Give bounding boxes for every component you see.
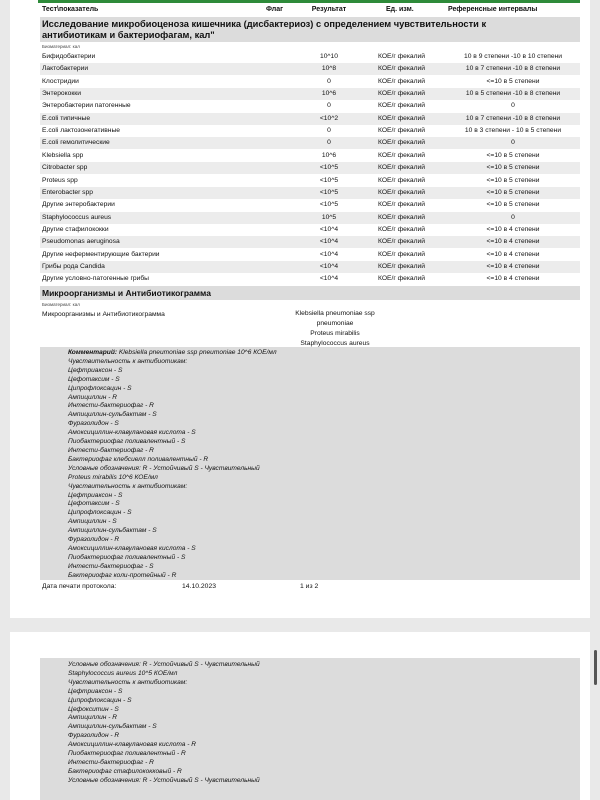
- comment-line: Условные обозначения: R - Устойчивый S - Чувствительный: [68, 661, 260, 668]
- row-name: Staphylococcus aureus: [42, 213, 112, 221]
- row-name: Другие условно-патогенные грибы: [42, 275, 149, 283]
- comment-line: Ампициллин-сульбактам - S: [68, 411, 157, 419]
- comment-line: Бактериофаг клебсиелл поливалентный - R: [68, 455, 209, 463]
- comment-line: Ампициллин - R: [68, 393, 118, 401]
- row-result: <10^5: [319, 201, 339, 209]
- table-row: [40, 113, 580, 125]
- row-unit: КОЕ/г фекалий: [378, 53, 426, 60]
- comment-text-continued: [68, 661, 260, 786]
- row-unit: КОЕ/г фекалий: [378, 65, 426, 73]
- comment-line: Амоксициллин-клавулановая кислота - R: [68, 741, 197, 749]
- section2-title: Микроорганизмы и Антибиотикограмма: [42, 288, 211, 298]
- microorganisms-label: Микроорганизмы и Антибиотикограмма: [42, 311, 165, 318]
- row-unit: КОЕ/г фекалий: [378, 262, 426, 270]
- row-ref: <=10 в 5 степени: [486, 201, 540, 209]
- row-ref: <=10 в 5 степени: [486, 176, 540, 184]
- table-row: [40, 261, 580, 273]
- table-row: [40, 273, 580, 285]
- row-name: Грибы рода Candida: [42, 262, 105, 270]
- comment-line: Цефтриаксон - S: [68, 366, 123, 374]
- row-result: 0: [327, 77, 331, 85]
- row-unit: КОЕ/г фекалий: [378, 90, 426, 98]
- comment-line: Ципрофлоксацин - S: [68, 509, 132, 517]
- comment-line: Пиобактериофаг поливалентный - S: [68, 553, 186, 561]
- comment-label: Комментарий:: [68, 349, 118, 356]
- row-ref: 10 в 3 степени - 10 в 5 степени: [464, 127, 562, 135]
- comment-line: Чувствительность к антибиотикам:: [68, 678, 188, 686]
- row-name: Энтеробактерии патогенные: [42, 102, 131, 110]
- row-result: 0: [327, 127, 331, 135]
- comment-line: Ампициллин-сульбактам - S: [68, 527, 157, 535]
- section-title-line2: антибиотикам и бактериофагам, кал": [42, 30, 215, 40]
- table-row: [40, 249, 580, 261]
- header-result: Результат: [311, 6, 347, 13]
- table-row: [40, 236, 580, 248]
- row-name: Клостридии: [42, 77, 79, 85]
- row-unit: КОЕ/г фекалий: [378, 238, 426, 246]
- row-result: <10^5: [319, 188, 339, 196]
- table-row: [40, 125, 580, 137]
- row-result: <10^5: [319, 176, 339, 184]
- comment-line: Бактериофаг коли-протейный - R: [68, 571, 177, 579]
- row-result: <10^4: [319, 238, 339, 246]
- comment-first-line: [68, 349, 277, 358]
- row-ref: 0: [511, 213, 515, 221]
- table-row: [40, 88, 580, 100]
- row-unit: КОЕ/г фекалий: [378, 188, 426, 196]
- comment-line: Цефтриаксон - S: [68, 687, 123, 695]
- row-name: Лактобактерии: [42, 65, 89, 73]
- row-result: 10^6: [321, 90, 337, 98]
- comment-line: Амоксициллин-клавулановая кислота - S: [68, 544, 196, 552]
- table-row: [40, 76, 580, 88]
- comment-line: Ампициллин - R: [68, 714, 118, 722]
- header-flag: Флаг: [266, 6, 284, 13]
- comment-line: Staphylococcus aureus 10^5 КОЕ/мл: [68, 669, 178, 677]
- comment-line: Цефотаксим - S: [68, 500, 120, 508]
- row-unit: КОЕ/г фекалий: [378, 127, 426, 135]
- row-unit: КОЕ/г фекалий: [378, 77, 426, 85]
- comment-line: Чувствительность к антибиотикам:: [68, 482, 188, 490]
- row-unit: КОЕ/г фекалий: [378, 225, 426, 233]
- row-unit: КОЕ/г фекалий: [378, 213, 426, 221]
- row-ref: <=10 в 4 степени: [486, 225, 540, 233]
- comment-line: Цефотаксим - S: [68, 375, 120, 383]
- comment-line: Интести-бактериофаг - R: [68, 446, 154, 454]
- row-result: 0: [327, 139, 331, 147]
- row-ref: <=10 в 4 степени: [486, 250, 540, 258]
- row-unit: КОЕ/г фекалий: [378, 176, 426, 184]
- comment-line: Ципрофлоксацин - S: [68, 384, 132, 392]
- row-result: <10^4: [319, 250, 339, 258]
- report-page-1: [10, 0, 590, 618]
- comment-line: Proteus mirabilis 10^6 КОЕ/мл: [68, 473, 158, 481]
- row-result: 10^6: [321, 151, 337, 159]
- comment-line: Интести-бактериофаг - R: [68, 758, 154, 766]
- row-name: Другие неферментирующие бактерии: [42, 250, 160, 258]
- comment-line: Цефокситин - S: [68, 705, 119, 713]
- comment-line: Пиобактериофаг поливалентный - S: [68, 438, 186, 446]
- row-ref: 10 в 7 степени -10 в 8 степени: [465, 65, 561, 73]
- comment-line: Амоксициллин-клавулановая кислота - S: [68, 429, 196, 437]
- scrollbar-thumb[interactable]: [594, 650, 597, 685]
- comment-line: Фуразолидон - R: [68, 732, 120, 740]
- row-result: <10^4: [319, 225, 339, 233]
- row-unit: КОЕ/г фекалий: [378, 275, 426, 283]
- comment-line: Ампициллин - S: [68, 518, 117, 526]
- row-ref: <=10 в 4 степени: [486, 262, 540, 270]
- comment-line: Условные обозначения: R - Устойчивый S - Чувствительный: [68, 464, 260, 472]
- row-ref: 0: [511, 139, 515, 147]
- comment-line: Ципрофлоксацин - S: [68, 696, 132, 704]
- row-name: Бифидобактерии: [42, 53, 96, 60]
- row-result: 10^10: [319, 53, 338, 60]
- row-ref: <=10 в 4 степени: [486, 275, 540, 283]
- row-name: Энтерококки: [42, 90, 81, 98]
- organism-item: Proteus mirabilis: [310, 330, 360, 337]
- row-ref: 0: [511, 102, 515, 110]
- header-unit: Ед. изм.: [386, 6, 414, 13]
- header-accent-line: [38, 0, 580, 3]
- organism-item: pneumoniae: [316, 320, 354, 327]
- row-result: <10^4: [319, 275, 339, 283]
- comment-line: Бактериофаг стафилококковый - R: [68, 767, 182, 775]
- table-row: [40, 51, 580, 63]
- biomaterial-label: Биоматериал: кал: [42, 44, 80, 49]
- row-result: 10^5: [321, 213, 337, 221]
- comment-line: Фуразолидон - R: [68, 536, 120, 544]
- comment-line: Условные обозначения: R - Устойчивый S - Чувствительный: [68, 776, 260, 784]
- row-result: 0: [327, 102, 331, 110]
- table-row: [40, 199, 580, 211]
- row-name: Proteus spp: [42, 176, 78, 184]
- row-unit: КОЕ/г фекалий: [378, 102, 426, 110]
- row-name: Pseudomonas aeruginosa: [42, 238, 120, 246]
- row-unit: КОЕ/г фекалий: [378, 250, 426, 258]
- row-ref: 10 в 5 степени -10 в 8 степени: [465, 90, 561, 98]
- table-row: [40, 150, 580, 162]
- footer-print-date: 14.10.2023: [182, 583, 217, 590]
- row-ref: <=10 в 4 степени: [486, 238, 540, 246]
- row-name: Klebsiella spp: [42, 151, 84, 159]
- comment-line: Интести-бактериофаг - R: [68, 402, 154, 410]
- footer-print-label: Дата печати протокола:: [42, 583, 117, 590]
- table-row: [40, 137, 580, 149]
- table-header: [40, 5, 580, 16]
- row-ref: 10 в 7 степени -10 в 8 степени: [465, 114, 561, 122]
- header-ref: Референсные интервалы: [448, 6, 538, 13]
- comment-line: Ампициллин-сульбактам - S: [68, 723, 157, 731]
- row-name: E.coli типичные: [42, 114, 91, 122]
- section2-biomaterial: Биоматериал: кал: [42, 302, 80, 307]
- comment-line: Интести-бактериофаг - S: [68, 562, 154, 570]
- row-name: Другие стафилококки: [42, 225, 109, 233]
- row-unit: КОЕ/г фекалий: [378, 151, 426, 159]
- table-row: [40, 63, 580, 75]
- row-unit: КОЕ/г фекалий: [378, 114, 426, 122]
- comment-first: Klebsiella pneumoniae ssp pneumoniae 10^6 КОЕ/мл: [118, 349, 277, 356]
- comment-line: Чувствительность к антибиотикам:: [68, 357, 188, 365]
- row-name: Citrobacter spp: [42, 164, 88, 172]
- row-ref: 10 в 9 степени -10 в 10 степени: [463, 53, 562, 60]
- organism-item: Klebsiella pneumoniae ssp: [295, 310, 375, 317]
- row-result: 10^8: [321, 65, 337, 73]
- row-result: <10^2: [319, 114, 339, 122]
- table-row: [40, 175, 580, 187]
- comment-line: Фуразолидон - S: [68, 420, 119, 428]
- row-unit: КОЕ/г фекалий: [378, 164, 426, 172]
- row-ref: <=10 в 5 степени: [486, 164, 540, 172]
- table-row: [40, 224, 580, 236]
- row-name: Enterobacter spp: [42, 188, 93, 196]
- row-unit: КОЕ/г фекалий: [378, 201, 426, 209]
- comment-line: Пиобактериофаг поливалентный - R: [68, 750, 186, 758]
- row-result: <10^4: [319, 262, 339, 270]
- organisms-list: [270, 309, 400, 349]
- table-row: [40, 100, 580, 112]
- comment-line: Цефтриаксон - S: [68, 491, 123, 499]
- row-ref: <=10 в 5 степени: [486, 77, 540, 85]
- comment-text: [68, 349, 277, 581]
- row-name: E.coli гемолитические: [42, 139, 110, 147]
- row-result: <10^5: [319, 164, 339, 172]
- organism-item: Staphylococcus aureus: [300, 340, 370, 347]
- table-row: [40, 212, 580, 224]
- report-page-2: [10, 632, 590, 800]
- header-test: Тест\показатель: [42, 6, 99, 13]
- table-row: [40, 162, 580, 174]
- row-unit: КОЕ/г фекалий: [378, 139, 426, 147]
- table-row: [40, 187, 580, 199]
- section-title-line1: Исследование микробиоценоза кишечника (дисбактериоз) с определением чувствительности к: [42, 19, 487, 29]
- row-ref: <=10 в 5 степени: [486, 188, 540, 196]
- footer-page-number: 1 из 2: [300, 583, 319, 590]
- row-name: Другие энтеробактерии: [42, 201, 115, 209]
- row-name: E.coli лактозонегативные: [42, 127, 121, 135]
- row-ref: <=10 в 5 степени: [486, 151, 540, 159]
